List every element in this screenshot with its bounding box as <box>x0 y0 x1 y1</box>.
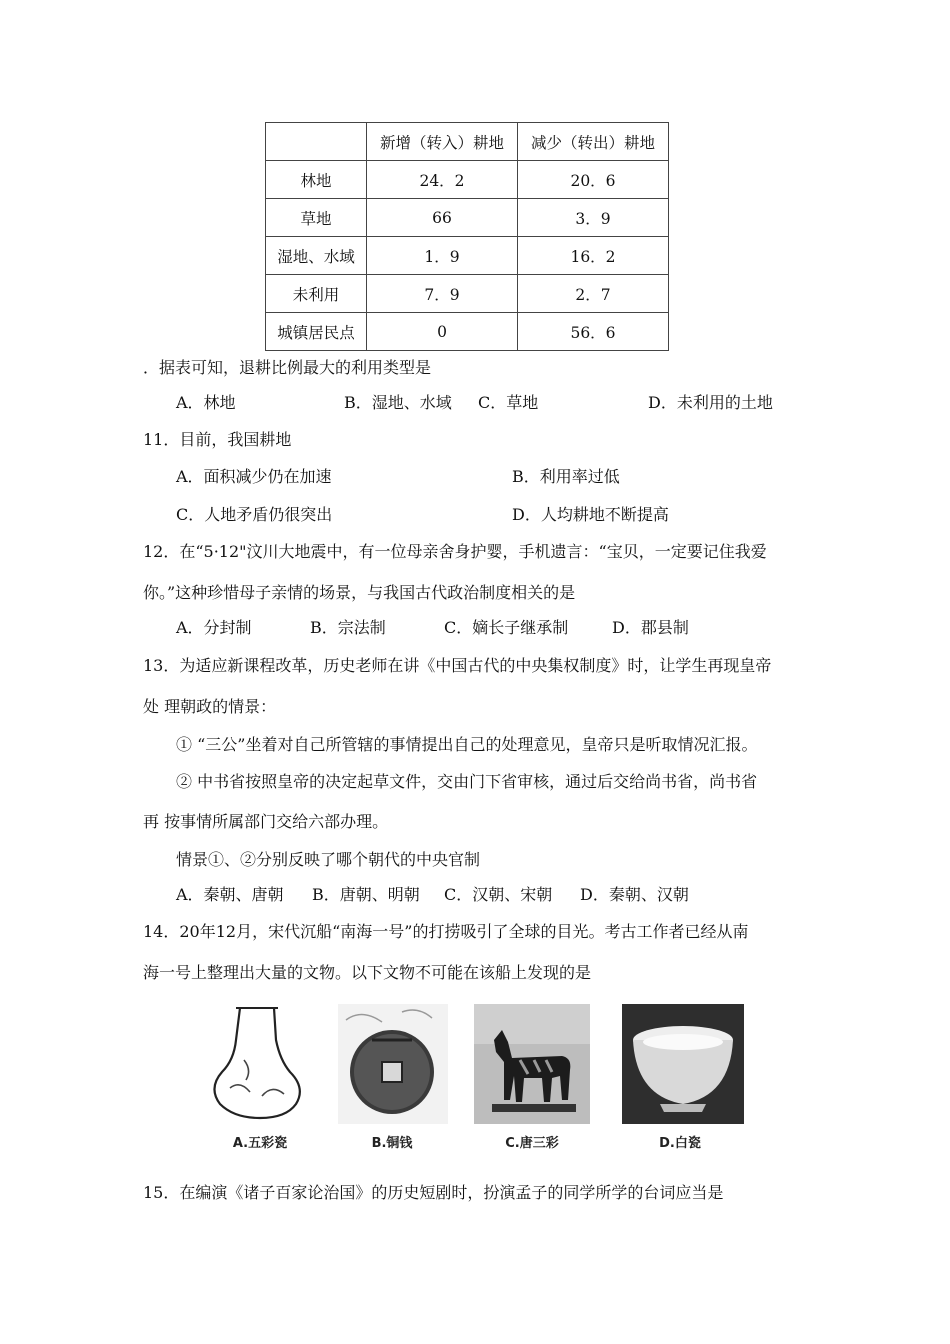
q11-option-d[interactable]: D．人均耕地不断提高 <box>512 505 669 524</box>
q10-option-d[interactable]: D．未利用的土地 <box>648 393 773 412</box>
q10-option-b[interactable]: B．湿地、水域 <box>344 393 452 412</box>
table-header-cell: 新增（转入）耕地 <box>367 123 518 161</box>
table-cell: 0 <box>367 313 518 351</box>
q12-option-a[interactable]: A．分封制 <box>176 618 252 637</box>
question-13-line-1: 13．为适应新课程改革，历史老师在讲《中国古代的中央集权制度》时，让学生再现皇帝 <box>143 656 772 675</box>
table-cell: 1．9 <box>367 237 518 275</box>
question-15-stem: 15．在编演《诸子百家论治国》的历史短剧时，扮演孟子的同学所学的台词应当是 <box>143 1183 724 1202</box>
figure-caption: A.五彩瓷 <box>232 1136 288 1151</box>
question-12-line-1: 12．在“5·12"汶川大地震中，有一位母亲舍身护婴，手机遗言：“宝贝，一定要记住我爱 <box>143 542 767 561</box>
table-cell: 草地 <box>266 199 367 237</box>
q12-option-b[interactable]: B．宗法制 <box>310 618 386 637</box>
q13-option-c[interactable]: C．汉朝、宋朝 <box>444 885 553 904</box>
table-header-cell <box>266 123 367 161</box>
table-cell: 20．6 <box>518 161 669 199</box>
table-cell: 城镇居民点 <box>266 313 367 351</box>
table-row <box>266 161 669 199</box>
copper-coin-icon <box>332 1000 452 1130</box>
table-cell: 7．9 <box>367 275 518 313</box>
q11-option-c[interactable]: C．人地矛盾仍很突出 <box>176 505 333 524</box>
figure-caption: B.铜钱 <box>371 1136 413 1151</box>
table-row <box>266 313 669 351</box>
q11-option-a[interactable]: A．面积减少仍在加速 <box>176 467 332 486</box>
question-10-stem: ．据表可知，退耕比例最大的利用类型是 <box>143 358 432 377</box>
question-11-stem: 11．目前，我国耕地 <box>143 430 292 449</box>
q12-option-c[interactable]: C．嫡长子继承制 <box>444 618 569 637</box>
table-cell: 66 <box>367 199 518 237</box>
question-14-line-2: 海一号上整理出大量的文物。以下文物不可能在该船上发现的是 <box>143 963 592 982</box>
question-13-scene-2-cont: 再 按事情所属部门交给六部办理。 <box>143 812 389 831</box>
question-14-line-1: 14．20年12月，宋代沉船“南海一号”的打捞吸引了全球的目光。考古工作者已经从南 <box>143 922 749 941</box>
question-13-scene-1: ① “三公”坐着对自己所管辖的事情提出自己的处理意见，皇帝只是听取情况汇报。 <box>176 735 758 754</box>
figure-b[interactable] <box>332 1000 452 1160</box>
question-13-ask: 情景①、②分别反映了哪个朝代的中央官制 <box>176 850 481 869</box>
figure-a[interactable] <box>200 1000 320 1160</box>
figure-caption: C.唐三彩 <box>505 1136 559 1151</box>
table-cell: 3．9 <box>518 199 669 237</box>
white-bowl-icon <box>620 1000 746 1130</box>
table-cell: 56．6 <box>518 313 669 351</box>
artifact-figures <box>200 1000 760 1160</box>
q10-option-c[interactable]: C．草地 <box>478 393 539 412</box>
figure-d[interactable] <box>620 1000 740 1160</box>
question-13-line-2: 处 理朝政的情景： <box>143 697 277 716</box>
table-row <box>266 199 669 237</box>
figure-c[interactable] <box>472 1000 592 1160</box>
question-12-line-2: 你。”这种珍惜母子亲情的场景，与我国古代政治制度相关的是 <box>143 583 576 602</box>
land-use-table <box>265 122 669 351</box>
table-cell: 未利用 <box>266 275 367 313</box>
q13-option-a[interactable]: A．秦朝、唐朝 <box>176 885 284 904</box>
q11-option-b[interactable]: B．利用率过低 <box>512 467 620 486</box>
question-13-scene-2: ② 中书省按照皇帝的决定起草文件，交由门下省审核，通过后交给尚书省，尚书省 <box>176 772 758 791</box>
q12-option-d[interactable]: D．郡县制 <box>612 618 689 637</box>
table-row <box>266 237 669 275</box>
table-cell: 24．2 <box>367 161 518 199</box>
q13-option-d[interactable]: D．秦朝、汉朝 <box>580 885 689 904</box>
table-header-row <box>266 123 669 161</box>
table-cell: 2．7 <box>518 275 669 313</box>
table-cell: 湿地、水域 <box>266 237 367 275</box>
q13-option-b[interactable]: B．唐朝、明朝 <box>312 885 420 904</box>
table-cell: 16．2 <box>518 237 669 275</box>
table-header-cell: 减少（转出）耕地 <box>518 123 669 161</box>
table-cell: 林地 <box>266 161 367 199</box>
tang-horse-icon <box>472 1000 592 1130</box>
table-row <box>266 275 669 313</box>
porcelain-vase-icon <box>200 1000 320 1130</box>
figure-caption: D.白瓷 <box>659 1136 701 1151</box>
q10-option-a[interactable]: A．林地 <box>176 393 236 412</box>
